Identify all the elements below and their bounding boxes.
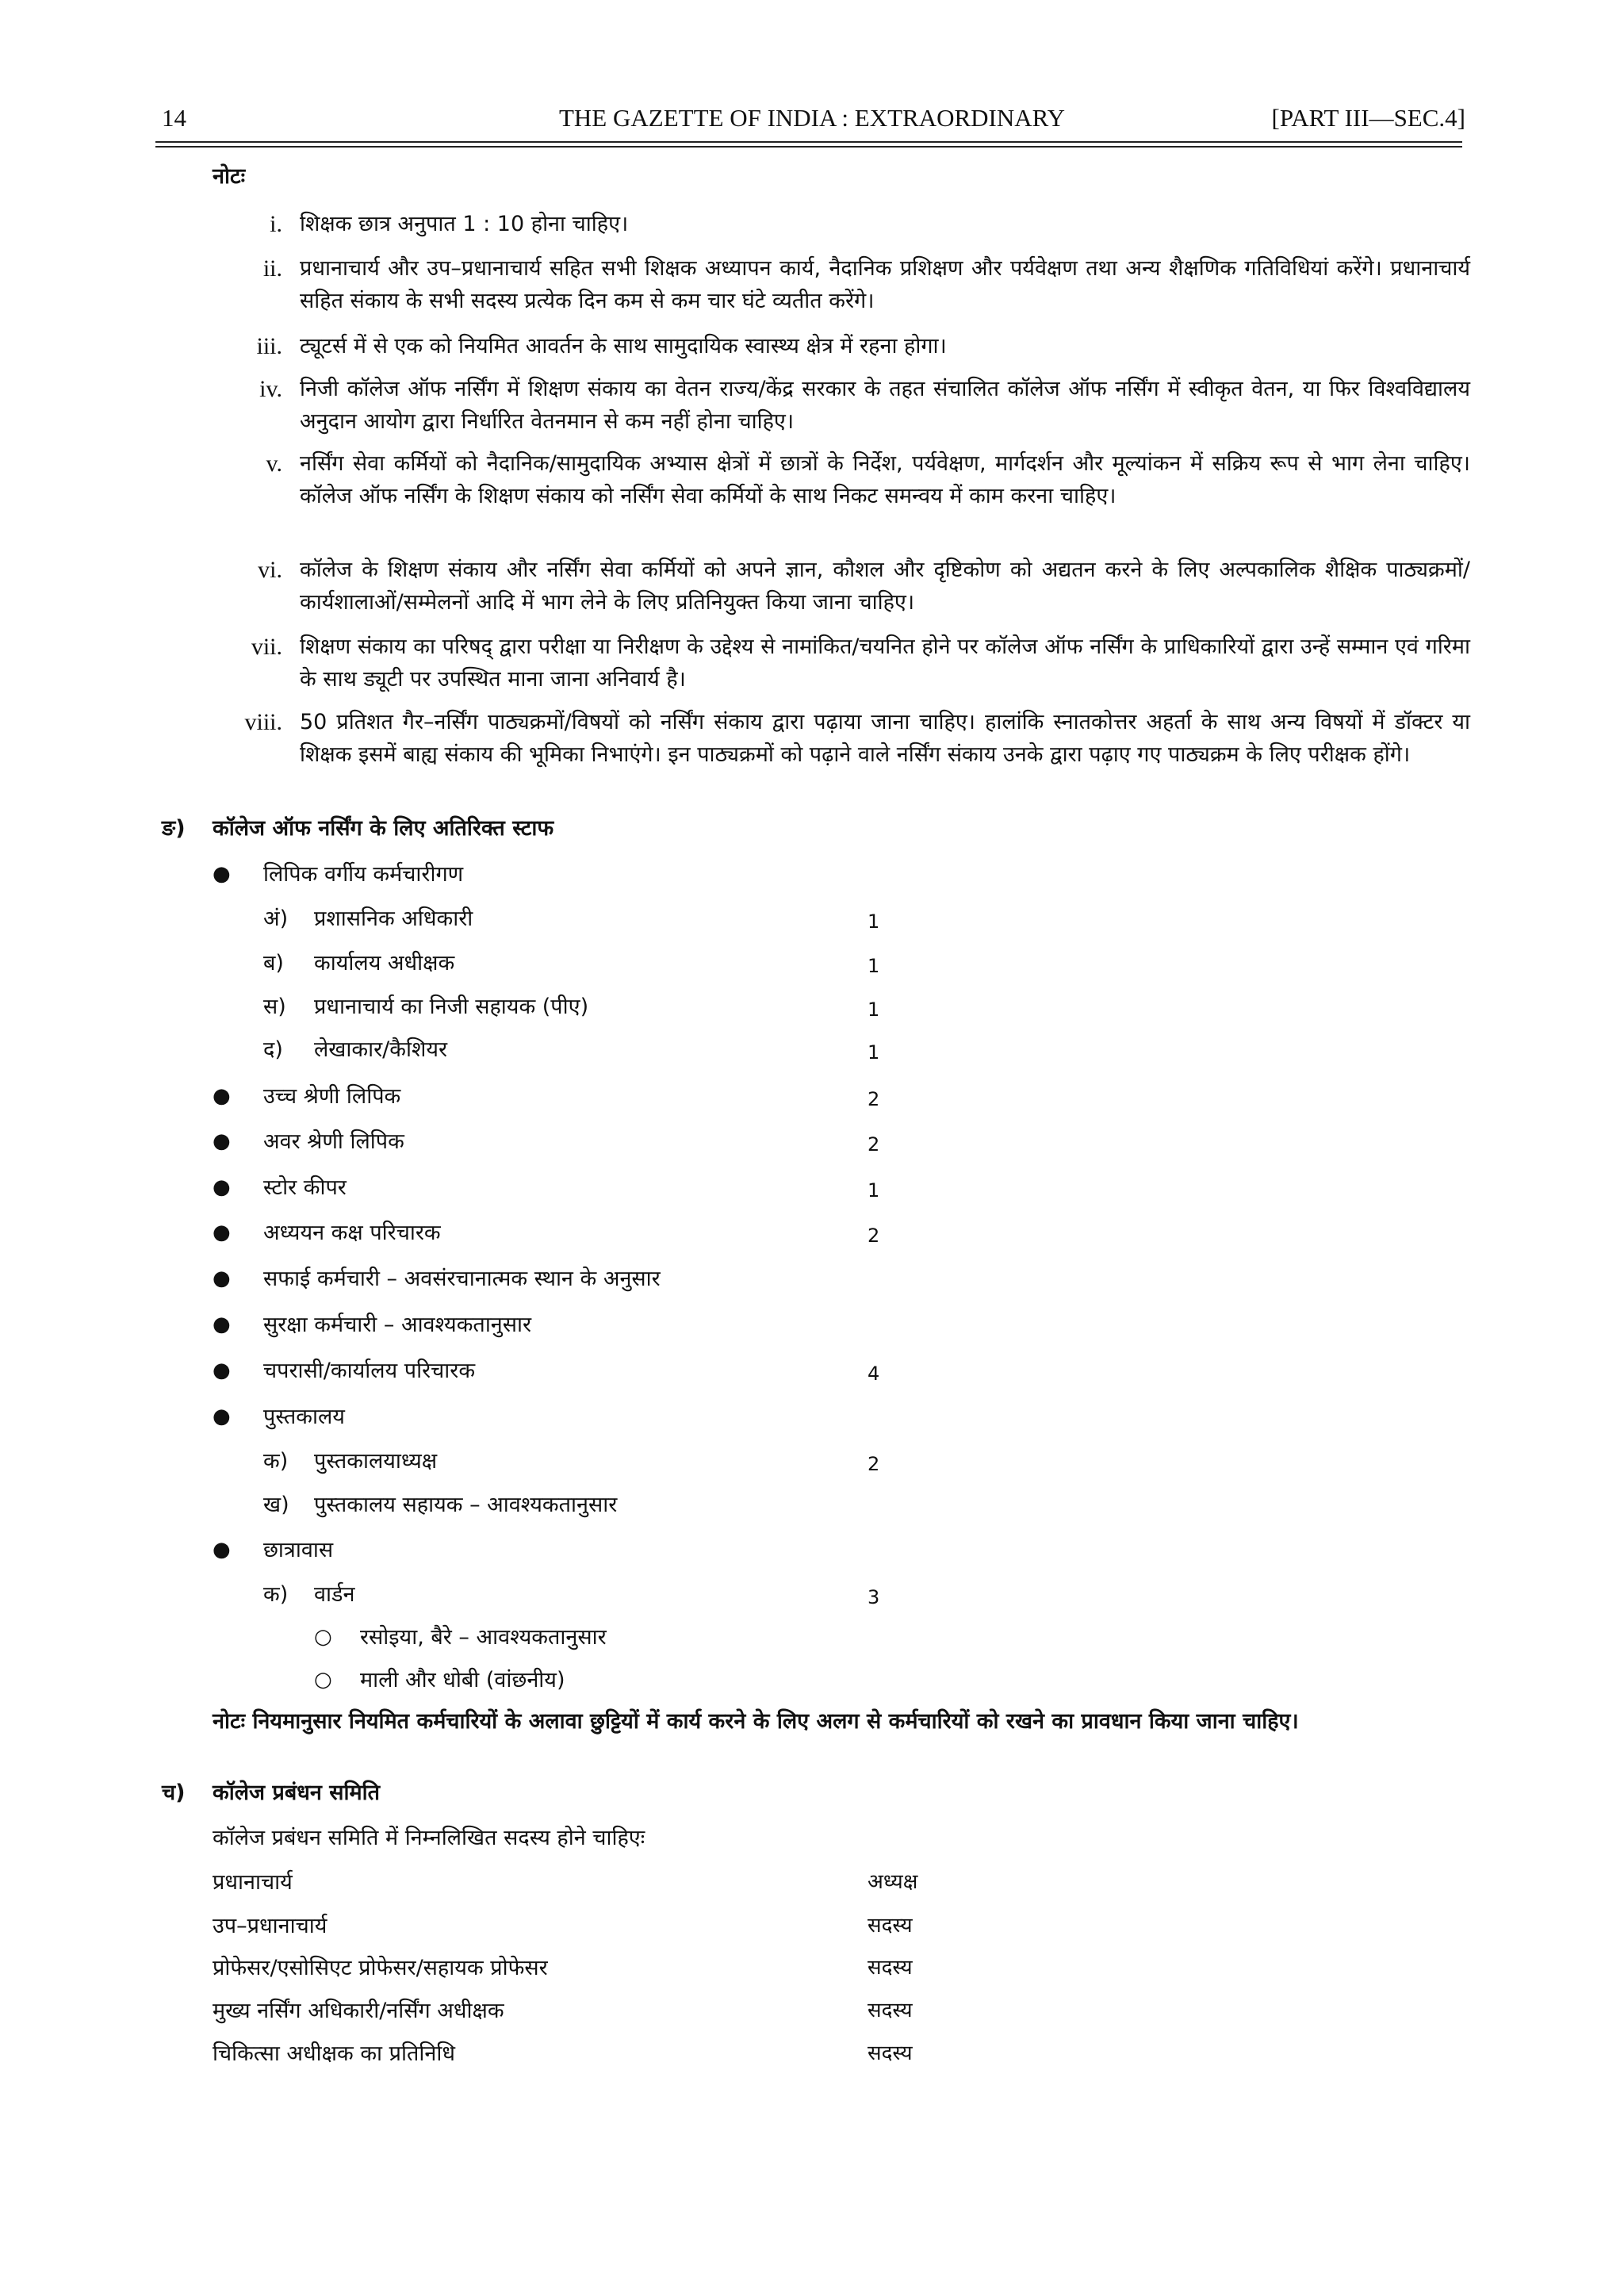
- section-f-marker: च): [162, 1780, 186, 1805]
- staff-label: वार्डन: [314, 1582, 355, 1607]
- staff-count: 4: [868, 1363, 880, 1385]
- note-text: ट्यूटर्स में से एक को नियमित आवर्तन के साथ सामुदायिक स्वास्थ्य क्षेत्र में रहना होगा।: [300, 334, 947, 358]
- staff-label: लेखाकार/कैशियर: [314, 1037, 448, 1062]
- library-label: पुस्तकालय: [263, 1405, 345, 1429]
- staff-marker: अं): [263, 907, 289, 931]
- hostel-sub-item: माली और धोबी (वांछनीय): [360, 1668, 565, 1692]
- section-f-heading: कॉलेज प्रबंधन समिति: [213, 1780, 381, 1805]
- header-rule-top: [155, 141, 1462, 143]
- hostel-label: छात्रावास: [263, 1538, 334, 1562]
- note-num: ii.: [262, 255, 282, 282]
- note-num: vi.: [258, 557, 282, 583]
- note-num: iii.: [256, 333, 282, 359]
- committee-intro: कॉलेज प्रबंधन समिति में निम्नलिखित सदस्य होने चाहिएः: [213, 1826, 645, 1850]
- staff-label: चपरासी/कार्यालय परिचारक: [263, 1359, 476, 1383]
- staff-count: 1: [868, 955, 880, 977]
- hostel-sub-item: रसोइया, बैरे – आवश्यकतानुसार: [360, 1625, 607, 1650]
- staff-note: नोटः नियमानुसार नियमित कर्मचारियों के अलावा छुट्टियों में कार्य करने के लिए अलग से कर्मचारियों को रखने का प्रावधान किया जाना चाहिए।: [213, 1709, 1299, 1734]
- staff-label: पुस्तकालयाध्यक्ष: [314, 1449, 438, 1474]
- staff-count: 1: [868, 910, 880, 933]
- committee-position: सदस्य: [868, 1956, 913, 1980]
- note-text: कॉलेज के शिक्षण संकाय और नर्सिंग सेवा कर्मियों को अपने ज्ञान, कौशल और दृष्टिकोण को अद्यतन करने के लिए अल्पकालिक शैक्षिक पाठ्यक्रमों/कार्यशालाओं/सम्मेलनों आदि में भाग लेने के लिए प्रतिनियुक्त किया जाना चाहिए।: [300, 558, 1470, 615]
- note-text: प्रधानाचार्य और उप–प्रधानाचार्य सहित सभी शिक्षक अध्यापन कार्य, नैदानिक प्रशिक्षण और पर्यवेक्षण तथा अन्य शैक्षणिक गतिविधियां करेंगे। प्रधानाचार्य सहित संकाय के सभी सदस्य प्रत्येक दिन कम से कम चार घंटे व्यतीत करेंगे।: [300, 256, 1470, 313]
- bullet-icon: ●: [213, 862, 231, 886]
- staff-count: 2: [868, 1225, 880, 1247]
- bullet-icon: ●: [213, 1221, 231, 1244]
- committee-role: प्रोफेसर/एसोसिएट प्रोफेसर/सहायक प्रोफेसर: [213, 1956, 548, 1980]
- note-num: viii.: [244, 709, 282, 735]
- section-e-marker: ङ): [162, 816, 186, 841]
- page-number: 14: [162, 104, 186, 132]
- staff-marker: क): [263, 1449, 289, 1474]
- staff-label: स्टोर कीपर: [263, 1175, 347, 1200]
- staff-label: प्रधानाचार्य का निजी सहायक (पीए): [314, 995, 589, 1019]
- staff-label: पुस्तकालय सहायक – आवश्यकतानुसार: [314, 1493, 618, 1517]
- bullet-icon: ●: [213, 1405, 231, 1428]
- header-rule-bottom: [155, 146, 1462, 148]
- staff-marker: द): [263, 1037, 283, 1062]
- bullet-icon: ●: [213, 1538, 231, 1562]
- staff-label: अवर श्रेणी लिपिक: [263, 1129, 404, 1154]
- committee-position: सदस्य: [868, 1999, 913, 2022]
- note-num: vii.: [251, 634, 282, 660]
- staff-marker: क): [263, 1582, 289, 1607]
- gazette-title: THE GAZETTE OF INDIA : EXTRAORDINARY: [558, 104, 1066, 132]
- note-num: iv.: [259, 376, 282, 402]
- staff-marker: ब): [263, 951, 284, 976]
- bullet-icon: ●: [213, 1084, 231, 1108]
- committee-role: उप–प्रधानाचार्य: [213, 1914, 327, 1938]
- committee-position: सदस्य: [868, 1914, 913, 1938]
- bullet-icon: ●: [213, 1129, 231, 1153]
- circle-bullet-icon: ○: [314, 1668, 332, 1692]
- note-text: 50 प्रतिशत गैर–नर्सिंग पाठ्यक्रमों/विषयों को नर्सिंग संकाय द्वारा पढ़ाया जाना चाहिए। हालांकि स्नातकोत्तर अहर्ता के साथ अन्य विषयों में डॉक्टर या शिक्षक इसमें बाह्य संकाय की भूमिका निभाएंगे। इन पाठ्यक्रमों को पढ़ाने वाले नर्सिंग संकाय उनके द्वारा पढ़ाए गए पाठ्यक्रम के लिए परीक्षक होंगे।: [300, 710, 1470, 767]
- section-e-heading: कॉलेज ऑफ नर्सिंग के लिए अतिरिक्त स्टाफ: [213, 816, 554, 841]
- bullet-icon: ●: [213, 1175, 231, 1199]
- circle-bullet-icon: ○: [314, 1625, 332, 1649]
- staff-count: 3: [868, 1586, 880, 1608]
- staff-label: कार्यालय अधीक्षक: [314, 951, 455, 976]
- staff-label: अध्ययन कक्ष परिचारक: [263, 1221, 441, 1245]
- staff-count: 1: [868, 999, 880, 1021]
- staff-count: 1: [868, 1041, 880, 1064]
- bullet-icon: ●: [213, 1313, 231, 1336]
- bullet-icon: ●: [213, 1359, 231, 1382]
- note-label: नोटः: [213, 164, 246, 189]
- note-text: नर्सिंग सेवा कर्मियों को नैदानिक/सामुदायिक अभ्यास क्षेत्रों में छात्रों के निर्देश, पर्यवेक्षण, मार्गदर्शन और मूल्यांकन में सक्रिय रूप से भाग लेना चाहिए। कॉलेज ऑफ नर्सिंग के शिक्षण संकाय को नर्सिंग सेवा कर्मियों के साथ निकट समन्वय में काम करना चाहिए।: [300, 451, 1470, 508]
- committee-position: सदस्य: [868, 2041, 913, 2065]
- note-text: निजी कॉलेज ऑफ नर्सिंग में शिक्षण संकाय का वेतन राज्य/केंद्र सरकार के तहत संचालित कॉलेज ऑफ नर्सिंग में स्वीकृत वेतन, या फिर विश्वविद्यालय अनुदान आयोग द्वारा निर्धारित वेतनमान से कम नहीं होना चाहिए।: [300, 377, 1470, 434]
- part-section: [PART III—SEC.4]: [1271, 104, 1465, 132]
- committee-position: अध्यक्ष: [868, 1870, 918, 1894]
- bullet-icon: ●: [213, 1267, 231, 1290]
- staff-marker: ख): [263, 1493, 289, 1517]
- note-text: शिक्षक छात्र अनुपात 1 : 10 होना चाहिए।: [300, 212, 629, 236]
- staff-count: 2: [868, 1133, 880, 1156]
- staff-marker: स): [263, 995, 286, 1019]
- staff-label: सफाई कर्मचारी – अवसंरचानात्मक स्थान के अनुसार: [263, 1267, 661, 1291]
- committee-role: चिकित्सा अधीक्षक का प्रतिनिधि: [213, 2041, 455, 2066]
- note-num: i.: [270, 211, 282, 237]
- staff-count: 2: [868, 1088, 880, 1110]
- note-text: शिक्षण संकाय का परिषद् द्वारा परीक्षा या निरीक्षण के उद्देश्य से नामांकित/चयनित होने पर कॉलेज ऑफ नर्सिंग के प्राधिकारियों द्वारा उन्हें सम्मान एवं गरिमा के साथ ड्यूटी पर उपस्थित माना जाना अनिवार्य है।: [300, 634, 1470, 692]
- note-num: v.: [266, 450, 282, 477]
- staff-label: सुरक्षा कर्मचारी – आवश्यकतानुसार: [263, 1313, 532, 1337]
- committee-role: मुख्य नर्सिंग अधिकारी/नर्सिंग अधीक्षक: [213, 1999, 504, 2023]
- committee-role: प्रधानाचार्य: [213, 1870, 293, 1895]
- clerical-label: लिपिक वर्गीय कर्मचारीगण: [263, 862, 464, 887]
- staff-count: 1: [868, 1179, 880, 1202]
- staff-count: 2: [868, 1453, 880, 1475]
- staff-label: प्रशासनिक अधिकारी: [314, 907, 473, 931]
- staff-label: उच्च श्रेणी लिपिक: [263, 1084, 401, 1109]
